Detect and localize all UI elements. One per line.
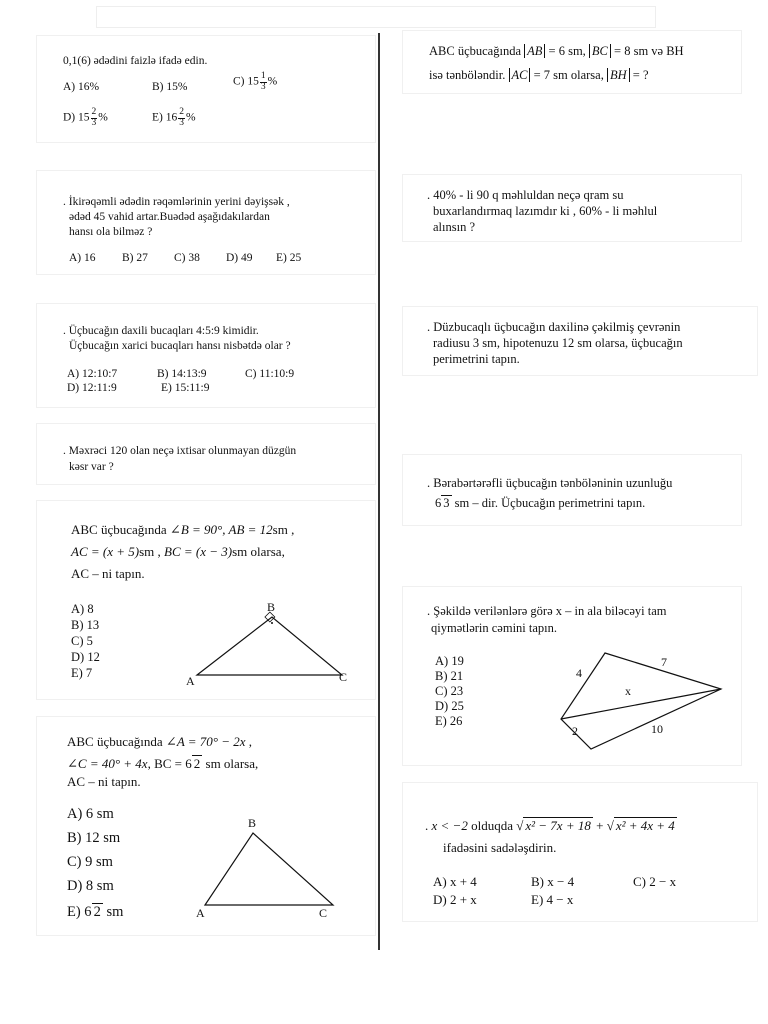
option-b: B) x − 4: [531, 874, 575, 889]
option-b: B) 21: [435, 669, 464, 683]
question-line: ∠C = 40° + 4x, BC = 6 2 sm olarsa,: [67, 756, 259, 771]
question-line: alınsın ?: [433, 220, 476, 234]
right-angle-dot: [271, 622, 273, 624]
question-line: ifadəsini sadələşdirin.: [443, 840, 557, 855]
square-root: 3: [443, 496, 450, 510]
question-line: ədəd 45 vahid artar.Buədəd aşağıdakılardan: [69, 211, 270, 223]
vertex-a-label: A: [186, 674, 195, 688]
right-triangle-figure: [182, 599, 362, 689]
option-c: C) 9 sm: [67, 854, 113, 870]
question-line: AC – ni tapın.: [71, 566, 145, 581]
question-right-triangle: [36, 500, 376, 700]
triangle-shape: [205, 833, 333, 905]
option-b: B) 14:13:9: [157, 368, 207, 380]
side-label-7: 7: [661, 655, 667, 669]
question-fractions: [36, 423, 376, 485]
question-two-digit: [36, 170, 376, 275]
option-d: D) 12:11:9: [67, 382, 117, 394]
option-d: D) 12: [71, 650, 100, 664]
option-c: C) 23: [435, 684, 464, 698]
square-root: 2: [193, 756, 201, 771]
option-e: E) 16 $\frac{2}{3}$ %: [152, 107, 196, 128]
option-a: A) 16%: [63, 81, 100, 93]
question-triangle-angles: [36, 716, 376, 936]
question-line: qiymətlərin cəmini tapın.: [431, 621, 558, 635]
option-b: B) 27: [122, 252, 148, 264]
header-box: [96, 6, 656, 28]
question-line: . Şəkildə verilənlərə görə x – in ala biləcəyi tam: [427, 604, 667, 618]
question-percent: [36, 35, 376, 143]
question-equilateral: [402, 454, 742, 526]
option-a: A) 19: [435, 654, 464, 668]
diagonal-x: [561, 689, 721, 719]
question-quadrilateral: [402, 586, 742, 766]
question-line: . Bərabərtərəfli üçbucağın tənböləninin uzunluğu: [427, 476, 673, 490]
question-line: radiusu 3 sm, hipotenuzu 12 sm olarsa, üçbucağın: [433, 336, 683, 350]
question-line: . İkirəqəmli ədədin rəqəmlərinin yerini dəyişsək ,: [63, 196, 290, 208]
question-line: 6 3 sm – dir. Üçbucağın perimetrini tapın.: [435, 496, 646, 510]
option-a: A) 12:10:7: [67, 368, 118, 380]
diagonal-label-x: x: [625, 684, 631, 698]
question-line: hansı ola bilməz ?: [69, 226, 153, 238]
question-angles: [36, 303, 376, 408]
question-line: AC = (x + 5)sm , BC = (x − 3)sm olarsa,: [71, 544, 285, 559]
option-d: D) 2 + x: [433, 892, 477, 907]
square-root: 2: [93, 904, 101, 920]
vertex-c-label: C: [339, 670, 348, 684]
question-line: . Məxrəci 120 olan neçə ixtisar olunmayan düzgün: [63, 445, 297, 457]
question-line: ABC üçbucağında ∠B = 90°, AB = 12sm ,: [71, 522, 295, 537]
fraction: $\frac{2}{3}$: [179, 107, 184, 128]
option-c: C) 38: [174, 252, 200, 264]
option-a: A) 8: [71, 602, 94, 616]
question-line: kəsr var ?: [69, 461, 114, 473]
option-e: E) 7: [71, 666, 93, 680]
fraction: $\frac{1}{3}$: [260, 71, 266, 92]
option-c: C) 15 $\frac{1}{3}$ %: [233, 71, 278, 92]
option-e: E) 6 2 sm: [67, 904, 124, 920]
option-e: E) 15:11:9: [161, 382, 210, 394]
triangle-shape: [197, 617, 342, 675]
column-divider: [378, 33, 380, 950]
side-label-2: 2: [572, 724, 578, 738]
triangle-figure: [195, 813, 345, 923]
question-line: . Düzbucaqlı üçbucağın daxilinə çəkilmiş çevrənin: [427, 320, 681, 334]
side-label-10: 10: [651, 722, 663, 736]
option-d: D) 25: [435, 699, 464, 713]
question-line: . 40% - li 90 q məhluldan neçə qram su: [427, 188, 624, 202]
quadrilateral-shape: [561, 653, 721, 749]
question-line: . Üçbucağın daxili bucaqları 4:5:9 kimidir.: [63, 325, 259, 337]
question-line: ABC üçbucağında ∠A = 70° − 2x ,: [67, 734, 253, 749]
vertex-a-label: A: [196, 906, 205, 920]
option-b: B) 13: [71, 618, 100, 632]
quadrilateral-figure: [553, 649, 743, 759]
option-b: B) 15%: [152, 81, 188, 93]
option-a: A) 16: [69, 252, 96, 264]
question-bisector: [402, 30, 742, 94]
option-a: A) x + 4: [433, 874, 477, 889]
option-b: B) 12 sm: [67, 830, 121, 846]
question-incircle: [402, 306, 758, 376]
question-solution: [402, 174, 742, 242]
option-d: D) 8 sm: [67, 878, 114, 894]
option-c: C) 11:10:9: [245, 368, 295, 380]
option-d: D) 15 $\frac{2}{3}$ %: [63, 107, 108, 128]
question-text: 0,1(6) ədədini faizlə ifadə edin.: [63, 55, 208, 67]
side-label-4: 4: [576, 666, 582, 680]
fraction: $\frac{2}{3}$: [91, 107, 97, 128]
question-line: isə tənböləndir. AC = 7 sm olarsa, BH = ?: [429, 68, 649, 82]
question-line: Üçbucağın xarici bucaqları hansı nisbətdə olar ?: [69, 340, 291, 352]
option-a: A) 6 sm: [67, 806, 114, 822]
square-root: x² + 4x + 4: [615, 818, 675, 833]
square-root: x² − 7x + 18: [525, 818, 591, 833]
vertex-b-label: B: [267, 600, 276, 614]
option-c: C) 2 − x: [633, 874, 677, 889]
question-line: perimetrini tapın.: [433, 352, 520, 366]
option-e: E) 4 − x: [531, 892, 574, 907]
option-e: E) 26: [435, 714, 463, 728]
question-radicals: [402, 782, 758, 922]
option-e: E) 25: [276, 252, 302, 264]
question-line: . x < −2 olduqda √ x² − 7x + 18 + √ x² + 4x + 4: [425, 818, 675, 833]
question-line: AC – ni tapın.: [67, 774, 141, 789]
question-line: buxarlandırmaq lazımdır ki , 60% - li məhlul: [433, 204, 658, 218]
option-c: C) 5: [71, 634, 93, 648]
question-line: ABC üçbucağında AB = 6 sm, BC = 8 sm və BH: [429, 44, 684, 58]
vertex-c-label: C: [319, 906, 328, 920]
vertex-b-label: B: [248, 816, 257, 830]
option-d: D) 49: [226, 252, 253, 264]
